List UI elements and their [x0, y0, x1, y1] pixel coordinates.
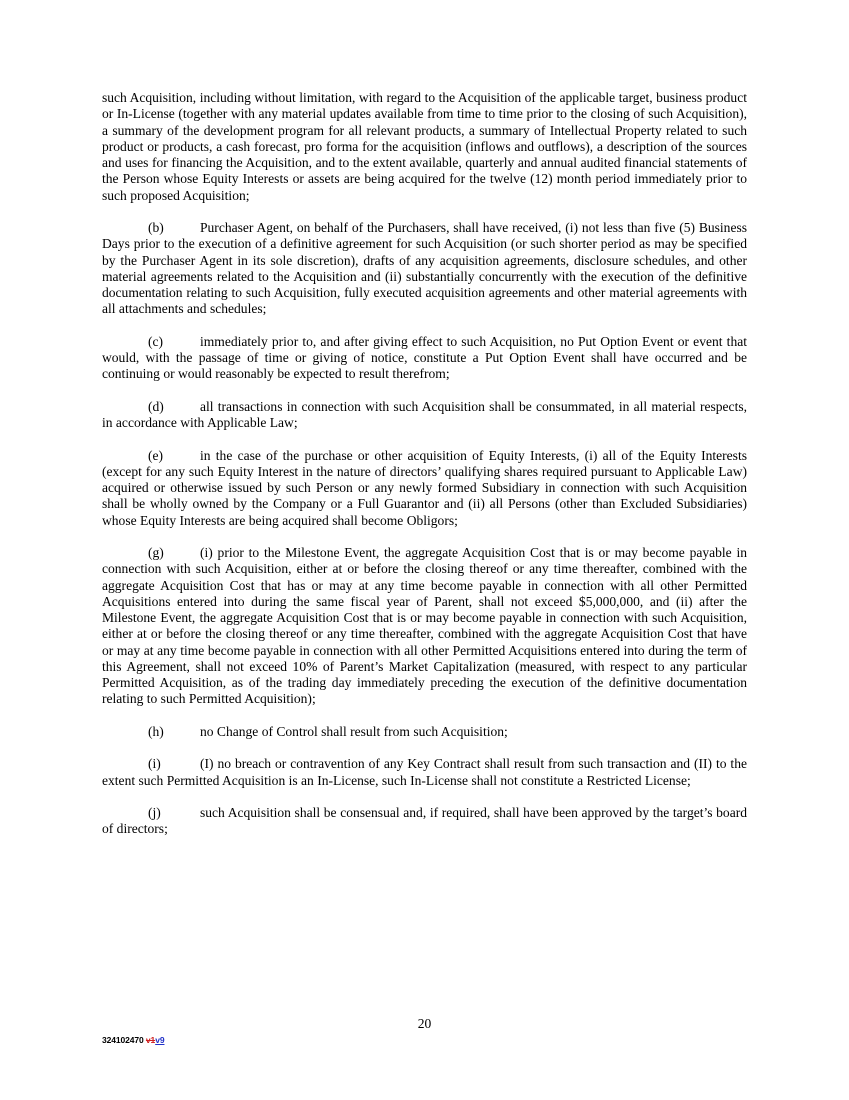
- clause-e: [102, 448, 747, 529]
- clause-d: [102, 399, 747, 432]
- clause-text: (i) prior to the Milestone Event, the aggregate Acquisition Cost that is or may become payable in connection with such Acquisition, either at or before the closing thereof or any time thereafter, combined with the aggregate Acquisition Cost that has or may at any time become payable in connection with all other Permitted Acquisitions entered into during the same fiscal year of Parent, shall not exceed $5,000,000, and (ii) after the Milestone Event, the aggregate Acquisition Cost that is or may become payable in connection with such Acquisition, either at or before the closing thereof or any time thereafter, combined with the aggregate Acquisition Cost that have or may at any time become payable in connection with all other Permitted Acquisitions entered into during the term of this Agreement, shall not exceed 10% of Parent’s Market Capitalization (measured, with respect to any particular Permitted Acquisition, as of the trading day immediately preceding the execution of the definitive documentation relating to such Permitted Acquisition);: [102, 545, 747, 707]
- clause-c: [102, 334, 747, 383]
- document-id-number: 324102470: [102, 1035, 144, 1045]
- clause-label: (i): [148, 756, 161, 772]
- clause-label: (c): [148, 333, 164, 349]
- clause-text: no Change of Control shall result from such Acquisition;: [200, 723, 508, 739]
- clause-label: (j): [148, 805, 161, 820]
- clause-text: Purchaser Agent, on behalf of the Purchasers, shall have received, (i) not less than five (5) Business Days prior to the execution of a definitive agreement for such Acquisition (or such shorter period as may be specified by the Purchaser Agent in its sole discretion), drafts of any acquisition agreements, disclosure schedules, and other material agreements related to the Acquisition and (ii) substantially concurrently with the execution of the definitive documentation relating to such Acquisition, fully executed acquisition agreements and other material agreements with all attachments and schedules;: [102, 220, 747, 317]
- document-id: [102, 1035, 164, 1045]
- version-deleted: v1: [145, 1035, 156, 1045]
- clause-text: such Acquisition shall be consensual and, if required, shall have been approved by the target’s board of directors;: [102, 805, 747, 837]
- continuation-paragraph: such Acquisition, including without limitation, with regard to the Acquisition of the applicable target, business product or In-License (together with any material updates available from time to time prior to the closing of such Acquisition), a summary of the development program for all relevant products, a summary of Intellectual Property related to such product or products, a cash forecast, pro forma for the acquisition (inflows and outflows), a description of the sources and uses for financing the Acquisition, and to the extent available, quarterly and annual audited financial statements of the Person whose Equity Interests or assets are being acquired for the twelve (12) month period immediately prior to such proposed Acquisition;: [102, 90, 747, 203]
- clause-i: [102, 756, 747, 789]
- clause-h: [102, 724, 747, 740]
- clause-j: [102, 805, 747, 838]
- clause-label: (d): [148, 398, 164, 414]
- clause-text: all transactions in connection with such Acquisition shall be consummated, in all material respects, in accordance with Applicable Law;: [102, 398, 747, 430]
- document-body: [102, 90, 747, 854]
- page-number: 20: [417, 1016, 432, 1031]
- clause-text: immediately prior to, and after giving effect to such Acquisition, no Put Option Event or event that would, with the passage of time or giving of notice, constitute a Put Option Event shall have occurred and be continuing or would reasonably be expected to result therefrom;: [102, 333, 747, 382]
- clause-label: (e): [148, 447, 164, 463]
- clause-label: (g): [148, 545, 164, 560]
- clause-b: [102, 220, 747, 318]
- clause-text: (I) no breach or contravention of any Key Contract shall result from such transaction and (II) to the extent such Permitted Acquisition is an In-License, such In-License shall not constitute a Restricted License;: [102, 756, 747, 788]
- clause-label: (b): [148, 220, 164, 235]
- version-inserted: v9: [155, 1035, 165, 1045]
- clause-text: in the case of the purchase or other acquisition of Equity Interests, (i) all of the Equity Interests (except for any such Equity Interest in the nature of directors’ qualifying shares required pursuant to Applicable Law) acquired or otherwise issued by such Person or any newly formed Subsidiary in connection with such Acquisition shall be wholly owned by the Company or a Full Guarantor and (ii) all Persons (other than Excluded Subsidiaries) whose Equity Interests are being acquired shall become Obligors;: [102, 447, 747, 528]
- clause-g: [102, 545, 747, 708]
- clause-label: (h): [148, 723, 164, 739]
